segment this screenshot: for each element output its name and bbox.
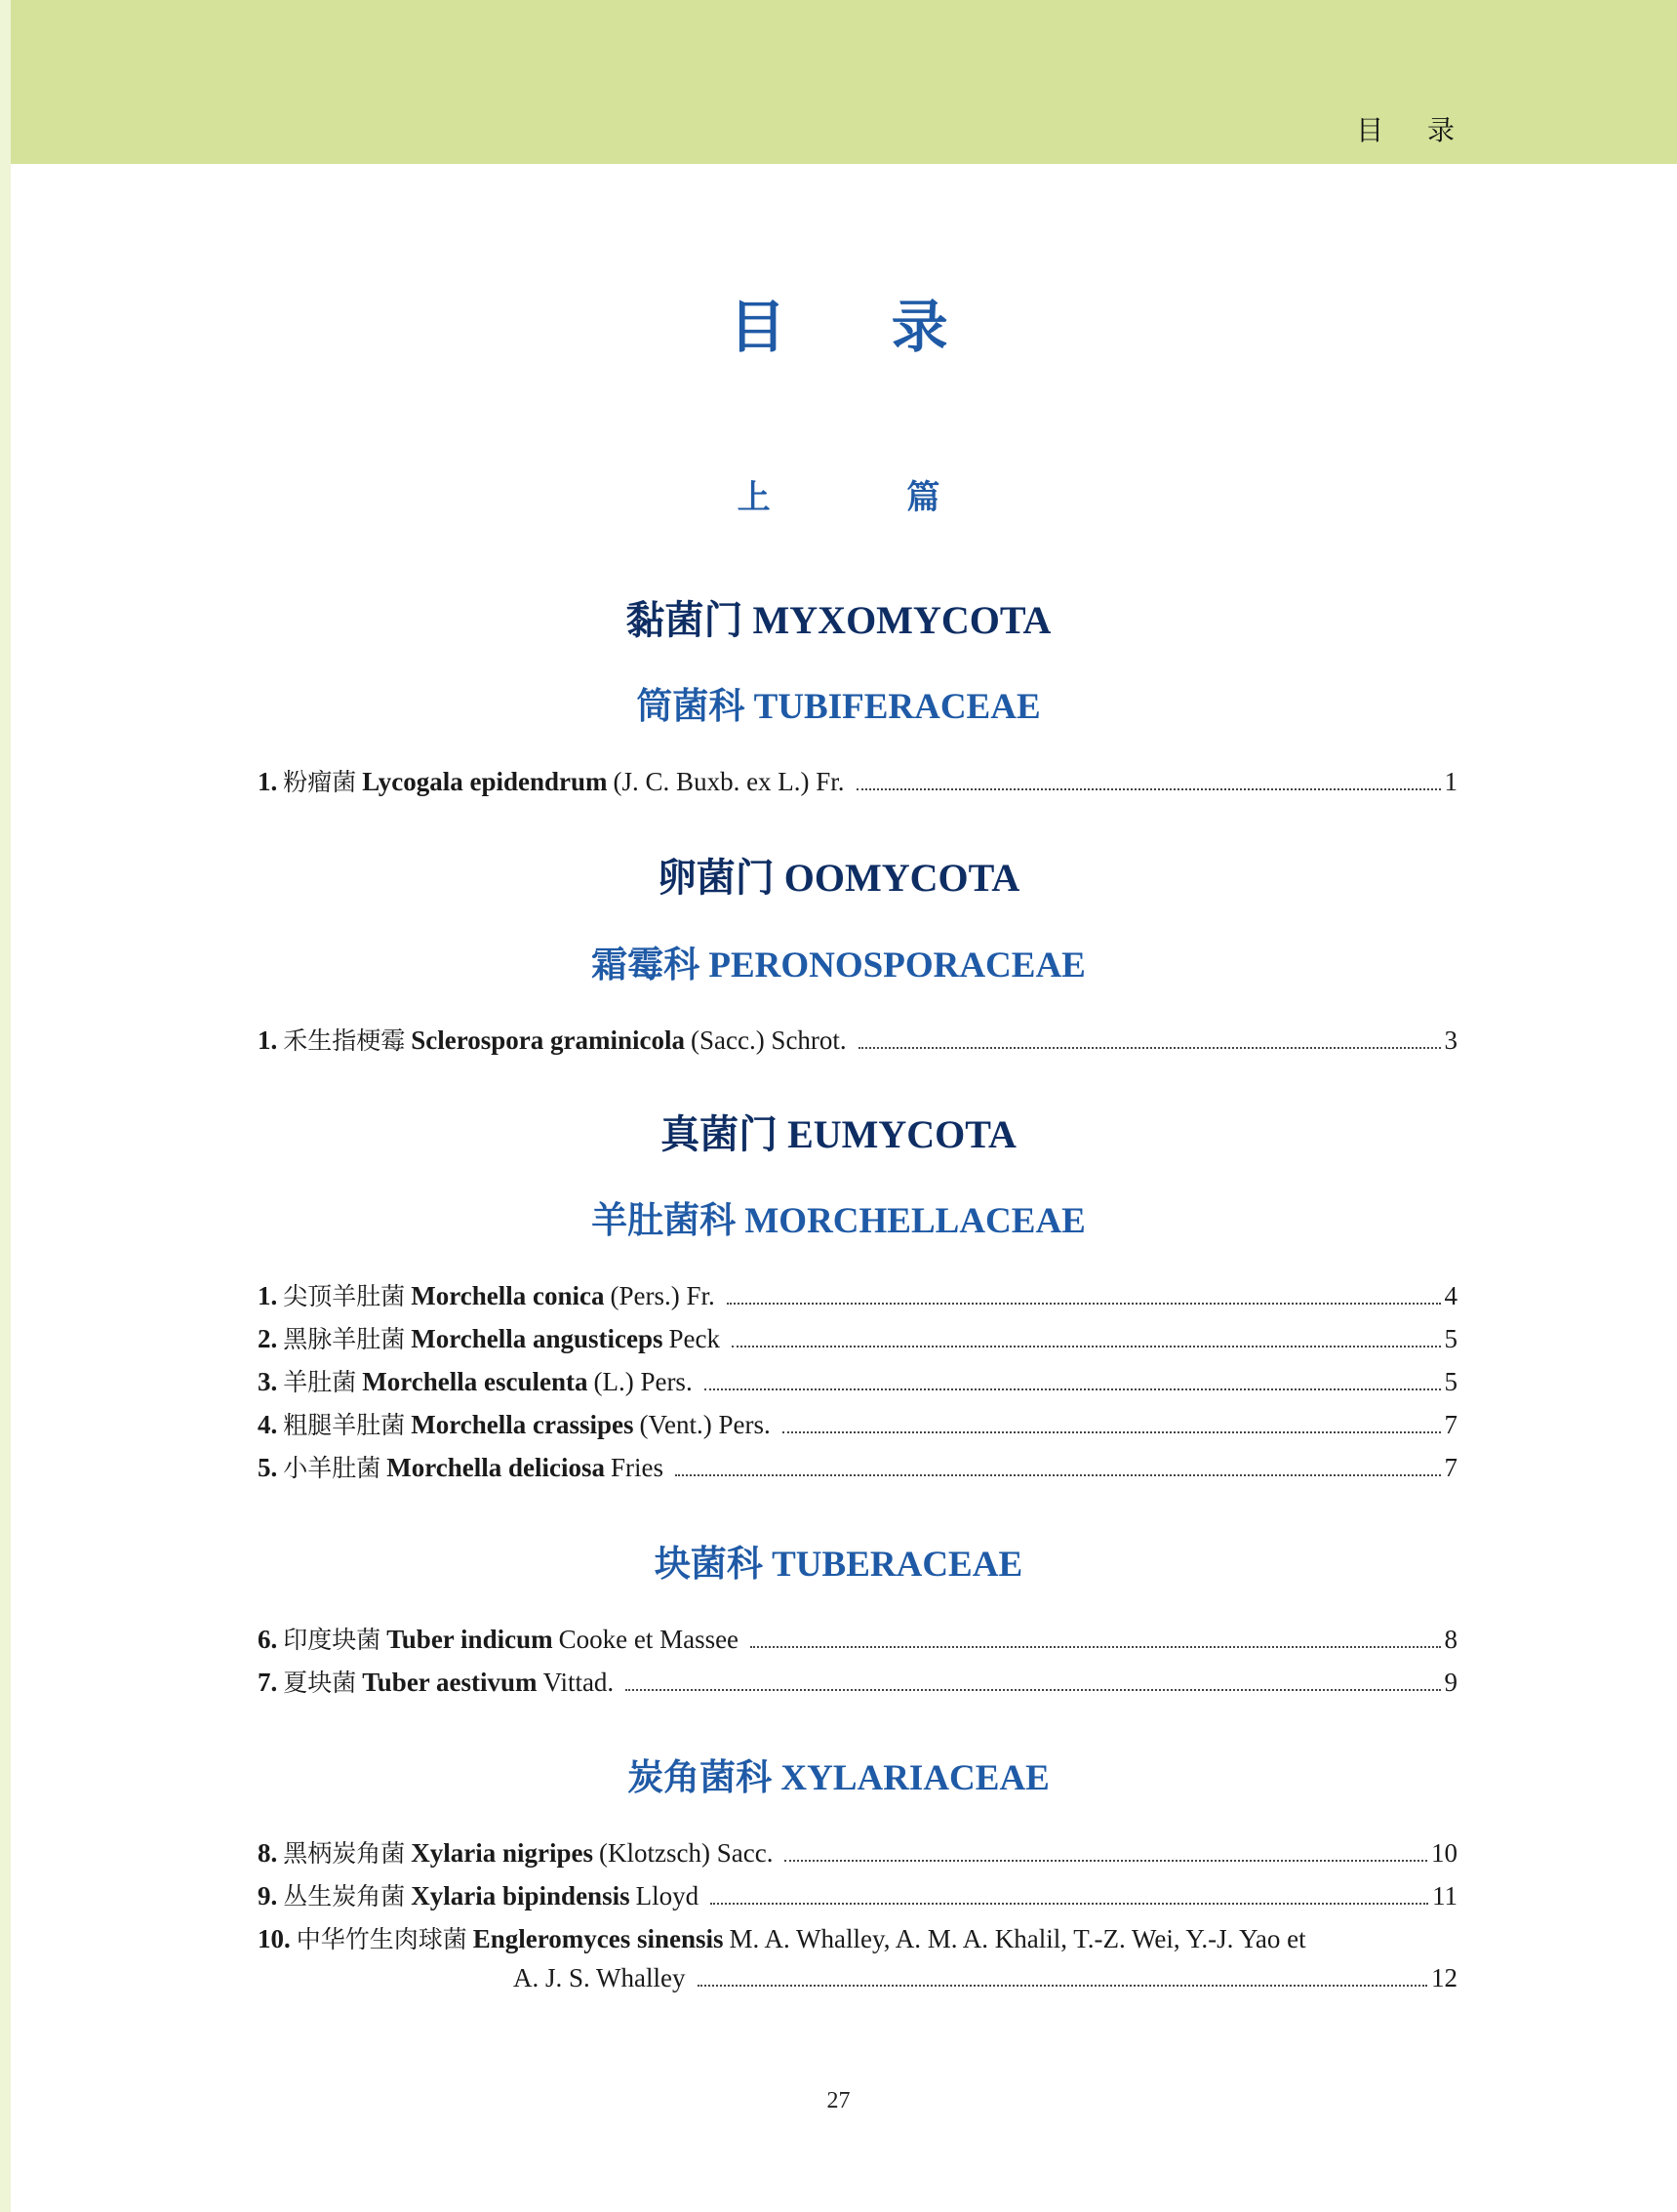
entry-number: 4. <box>258 1410 278 1439</box>
entry-chinese-name: 粗腿羊肚菌 <box>283 1411 406 1439</box>
entry-chinese-name: 尖顶羊肚菌 <box>283 1282 406 1310</box>
dot-leader <box>698 1985 1428 1987</box>
entry-number: 7. <box>258 1668 278 1697</box>
family-heading: 块菌科 TUBERACEAE <box>654 1545 1023 1585</box>
entry-number: 5. <box>258 1453 278 1482</box>
dot-leader <box>625 1689 1440 1691</box>
toc-entry[interactable] <box>258 1664 1457 1703</box>
toc-entry[interactable] <box>258 1621 1457 1660</box>
entry-scientific-name: Xylaria nigripes <box>411 1838 594 1868</box>
entry-page: 8 <box>1444 1625 1457 1654</box>
entry-chinese-name: 中华竹生肉球菌 <box>296 1925 467 1953</box>
entry-author: Peck <box>668 1324 720 1353</box>
dot-leader <box>675 1474 1441 1476</box>
entry-number: 1. <box>258 767 278 796</box>
dot-leader <box>704 1388 1441 1390</box>
entry-chinese-name: 印度块菌 <box>283 1626 381 1654</box>
entry-scientific-name: Morchella conica <box>411 1281 605 1310</box>
entry-page: 11 <box>1432 1881 1457 1910</box>
entry-page: 9 <box>1444 1668 1457 1697</box>
entry-scientific-name: Morchella crassipes <box>411 1410 634 1439</box>
family-heading: 筒菌科 TUBIFERACEAE <box>636 687 1041 727</box>
entry-number: 1. <box>258 1281 278 1310</box>
toc-entry[interactable] <box>258 1920 1457 1959</box>
entry-page: 10 <box>1431 1838 1457 1868</box>
entry-scientific-name: Morchella angusticeps <box>411 1324 663 1353</box>
toc-entry[interactable] <box>258 1022 1457 1061</box>
entry-chinese-name: 羊肚菌 <box>283 1368 357 1396</box>
entry-author: (Klotzsch) Sacc. <box>599 1838 774 1868</box>
entry-author: Lloyd <box>635 1881 699 1910</box>
entry-number: 8. <box>258 1838 278 1868</box>
family-heading: 炭角菌科 XYLARIACEAE <box>627 1758 1050 1798</box>
entry-scientific-name: Xylaria bipindensis <box>411 1881 630 1910</box>
entry-scientific-name: Engleromyces sinensis <box>472 1924 724 1953</box>
entry-author-continuation: A. J. S. Whalley <box>513 1963 686 1992</box>
toc-entry[interactable] <box>258 1406 1457 1445</box>
family-heading: 霜霉科 PERONOSPORACEAE <box>591 945 1086 985</box>
toc-entry[interactable] <box>258 1834 1457 1873</box>
entry-scientific-name: Tuber aestivum <box>362 1668 538 1697</box>
entry-author: (Pers.) Fr. <box>610 1281 715 1310</box>
entry-author: M. A. Whalley, A. M. A. Khalil, T.-Z. Wei, Y.-J. Yao et <box>729 1924 1306 1953</box>
entry-page: 7 <box>1444 1453 1457 1482</box>
dot-leader <box>782 1431 1441 1433</box>
entry-page: 5 <box>1444 1324 1457 1353</box>
entry-number: 2. <box>258 1324 278 1353</box>
entry-scientific-name: Tuber indicum <box>386 1625 553 1654</box>
phylum-heading: 真菌门 EUMYCOTA <box>660 1112 1017 1156</box>
entry-page: 3 <box>1444 1026 1457 1055</box>
entry-author: Fries <box>610 1453 663 1482</box>
family-heading: 羊肚菌科 MORCHELLACEAE <box>591 1201 1086 1241</box>
dot-leader <box>784 1860 1427 1862</box>
dot-leader <box>858 1047 1441 1049</box>
toc-entry-continuation[interactable] <box>513 1963 1457 2002</box>
entry-page: 1 <box>1444 767 1457 796</box>
entry-chinese-name: 粉瘤菌 <box>283 768 357 796</box>
dot-leader <box>857 788 1441 790</box>
entry-number: 6. <box>258 1625 278 1654</box>
running-header: 目 录 <box>1356 114 1472 146</box>
entry-scientific-name: Lycogala epidendrum <box>362 767 608 796</box>
entry-scientific-name: Morchella esculenta <box>362 1367 588 1396</box>
entry-author: (Vent.) Pers. <box>639 1410 771 1439</box>
entry-author: Vittad. <box>542 1668 615 1697</box>
entry-author: (L.) Pers. <box>593 1367 693 1396</box>
entry-chinese-name: 小羊肚菌 <box>283 1454 381 1482</box>
toc-entry[interactable] <box>258 1320 1457 1359</box>
toc-entry[interactable] <box>258 1449 1457 1488</box>
toc-entry[interactable] <box>258 1363 1457 1402</box>
entry-chinese-name: 丛生炭角菌 <box>283 1882 406 1910</box>
phylum-heading: 卵菌门 OOMYCOTA <box>657 856 1020 900</box>
entry-number: 10. <box>258 1924 291 1953</box>
toc-entry[interactable] <box>258 1277 1457 1316</box>
page-title: 目 录 <box>729 294 991 360</box>
dot-leader <box>750 1646 1440 1648</box>
phylum-heading: 黏菌门 MYXOMYCOTA <box>625 598 1052 642</box>
entry-scientific-name: Sclerospora graminicola <box>411 1026 685 1055</box>
entry-chinese-name: 夏块菌 <box>283 1669 357 1697</box>
page-number: 27 <box>826 2088 851 2113</box>
entry-page: 7 <box>1444 1410 1457 1439</box>
part-title: 上 篇 <box>737 478 1003 517</box>
dot-leader <box>732 1346 1441 1347</box>
entry-author: (J. C. Buxb. ex L.) Fr. <box>613 767 845 796</box>
entry-page: 5 <box>1444 1367 1457 1396</box>
toc-entry[interactable] <box>258 763 1457 802</box>
dot-leader <box>727 1303 1441 1305</box>
dot-leader <box>710 1903 1428 1905</box>
entry-number: 9. <box>258 1881 278 1910</box>
entry-author: Cooke et Massee <box>558 1625 739 1654</box>
entry-number: 3. <box>258 1367 278 1396</box>
entry-chinese-name: 禾生指梗霉 <box>283 1026 406 1055</box>
toc-entry[interactable] <box>258 1877 1457 1916</box>
entry-number: 1. <box>258 1026 278 1055</box>
entry-page: 12 <box>1431 1963 1457 1992</box>
entry-author: (Sacc.) Schrot. <box>690 1026 847 1055</box>
entry-scientific-name: Morchella deliciosa <box>386 1453 605 1482</box>
entry-page: 4 <box>1444 1281 1457 1310</box>
entry-chinese-name: 黑柄炭角菌 <box>283 1839 406 1868</box>
entry-chinese-name: 黑脉羊肚菌 <box>283 1325 406 1353</box>
